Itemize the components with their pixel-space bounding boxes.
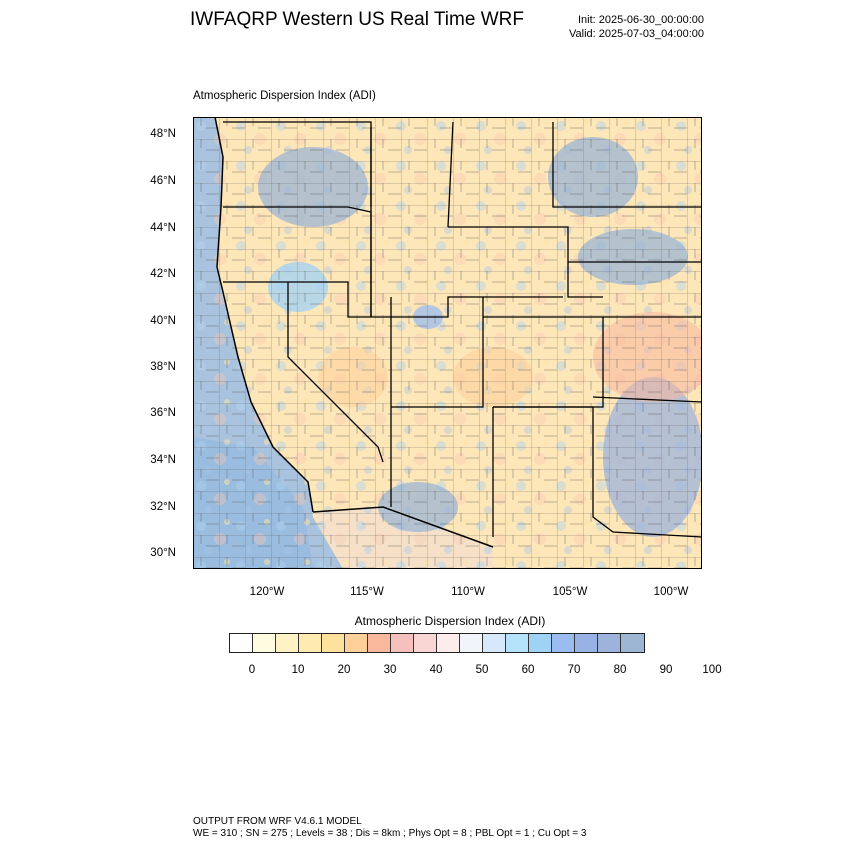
init-time: Init: 2025-06-30_00:00:00 bbox=[578, 14, 704, 26]
colorbar-swatch bbox=[575, 634, 598, 652]
county-lines bbox=[193, 117, 702, 569]
colorbar-swatch bbox=[368, 634, 391, 652]
main-title: IWFAQRP Western US Real Time WRF bbox=[190, 9, 524, 30]
lat-label: 32°N bbox=[150, 501, 176, 513]
model-info-line2: WE = 310 ; SN = 275 ; Levels = 38 ; Dis = 8km ; Phys Opt = 8 ; PBL Opt = 1 ; Cu Opt = 3 bbox=[193, 828, 587, 839]
colorbar-swatch bbox=[391, 634, 414, 652]
lon-label: 105°W bbox=[552, 586, 588, 598]
lat-label: 40°N bbox=[150, 315, 176, 327]
colorbar-tick-label: 100 bbox=[702, 664, 722, 676]
lon-label: 115°W bbox=[350, 586, 384, 598]
colorbar-swatch bbox=[414, 634, 437, 652]
adi-map bbox=[193, 117, 702, 569]
lat-label: 38°N bbox=[150, 361, 176, 373]
colorbar-swatch bbox=[483, 634, 506, 652]
lat-label: 46°N bbox=[150, 175, 176, 187]
colorbar-swatch bbox=[460, 634, 483, 652]
colorbar-tick-label: 0 bbox=[248, 664, 256, 676]
colorbar-swatch bbox=[299, 634, 322, 652]
lat-label: 48°N bbox=[150, 128, 176, 140]
colorbar-swatch bbox=[552, 634, 575, 652]
lat-label: 42°N bbox=[150, 268, 176, 280]
run-times bbox=[540, 13, 704, 41]
colorbar-swatch bbox=[322, 634, 345, 652]
map-title: Atmospheric Dispersion Index (ADI) bbox=[193, 90, 376, 102]
colorbar-swatch bbox=[529, 634, 552, 652]
lon-label: 100°W bbox=[653, 586, 689, 598]
colorbar-swatch bbox=[437, 634, 460, 652]
colorbar-tick-label: 10 bbox=[291, 664, 305, 676]
lat-label: 36°N bbox=[150, 407, 176, 419]
valid-time: Valid: 2025-07-03_04:00:00 bbox=[569, 28, 704, 40]
colorbar-swatch bbox=[345, 634, 368, 652]
colorbar-tick-label: 90 bbox=[659, 664, 673, 676]
colorbar-tick-label: 40 bbox=[429, 664, 443, 676]
colorbar-title: Atmospheric Dispersion Index (ADI) bbox=[354, 614, 546, 628]
colorbar-tick-label: 70 bbox=[567, 664, 581, 676]
colorbar-tick-label: 30 bbox=[383, 664, 397, 676]
lon-label: 120°W bbox=[249, 586, 285, 598]
colorbar-swatch bbox=[621, 634, 644, 652]
colorbar bbox=[229, 633, 645, 653]
lat-label: 30°N bbox=[150, 547, 176, 559]
colorbar-tick-label: 50 bbox=[475, 664, 489, 676]
colorbar-swatch bbox=[276, 634, 299, 652]
model-info-line1: OUTPUT FROM WRF V4.6.1 MODEL bbox=[193, 816, 362, 827]
colorbar-tick-label: 80 bbox=[613, 664, 627, 676]
lat-label: 44°N bbox=[150, 222, 176, 234]
lat-label: 34°N bbox=[150, 454, 176, 466]
colorbar-swatch bbox=[598, 634, 621, 652]
lon-label: 110°W bbox=[451, 586, 485, 598]
colorbar-swatch bbox=[506, 634, 529, 652]
colorbar-tick-label: 20 bbox=[337, 664, 351, 676]
colorbar-tick-label: 60 bbox=[521, 664, 535, 676]
colorbar-swatch bbox=[230, 634, 253, 652]
colorbar-swatch bbox=[253, 634, 276, 652]
model-info bbox=[193, 816, 586, 840]
